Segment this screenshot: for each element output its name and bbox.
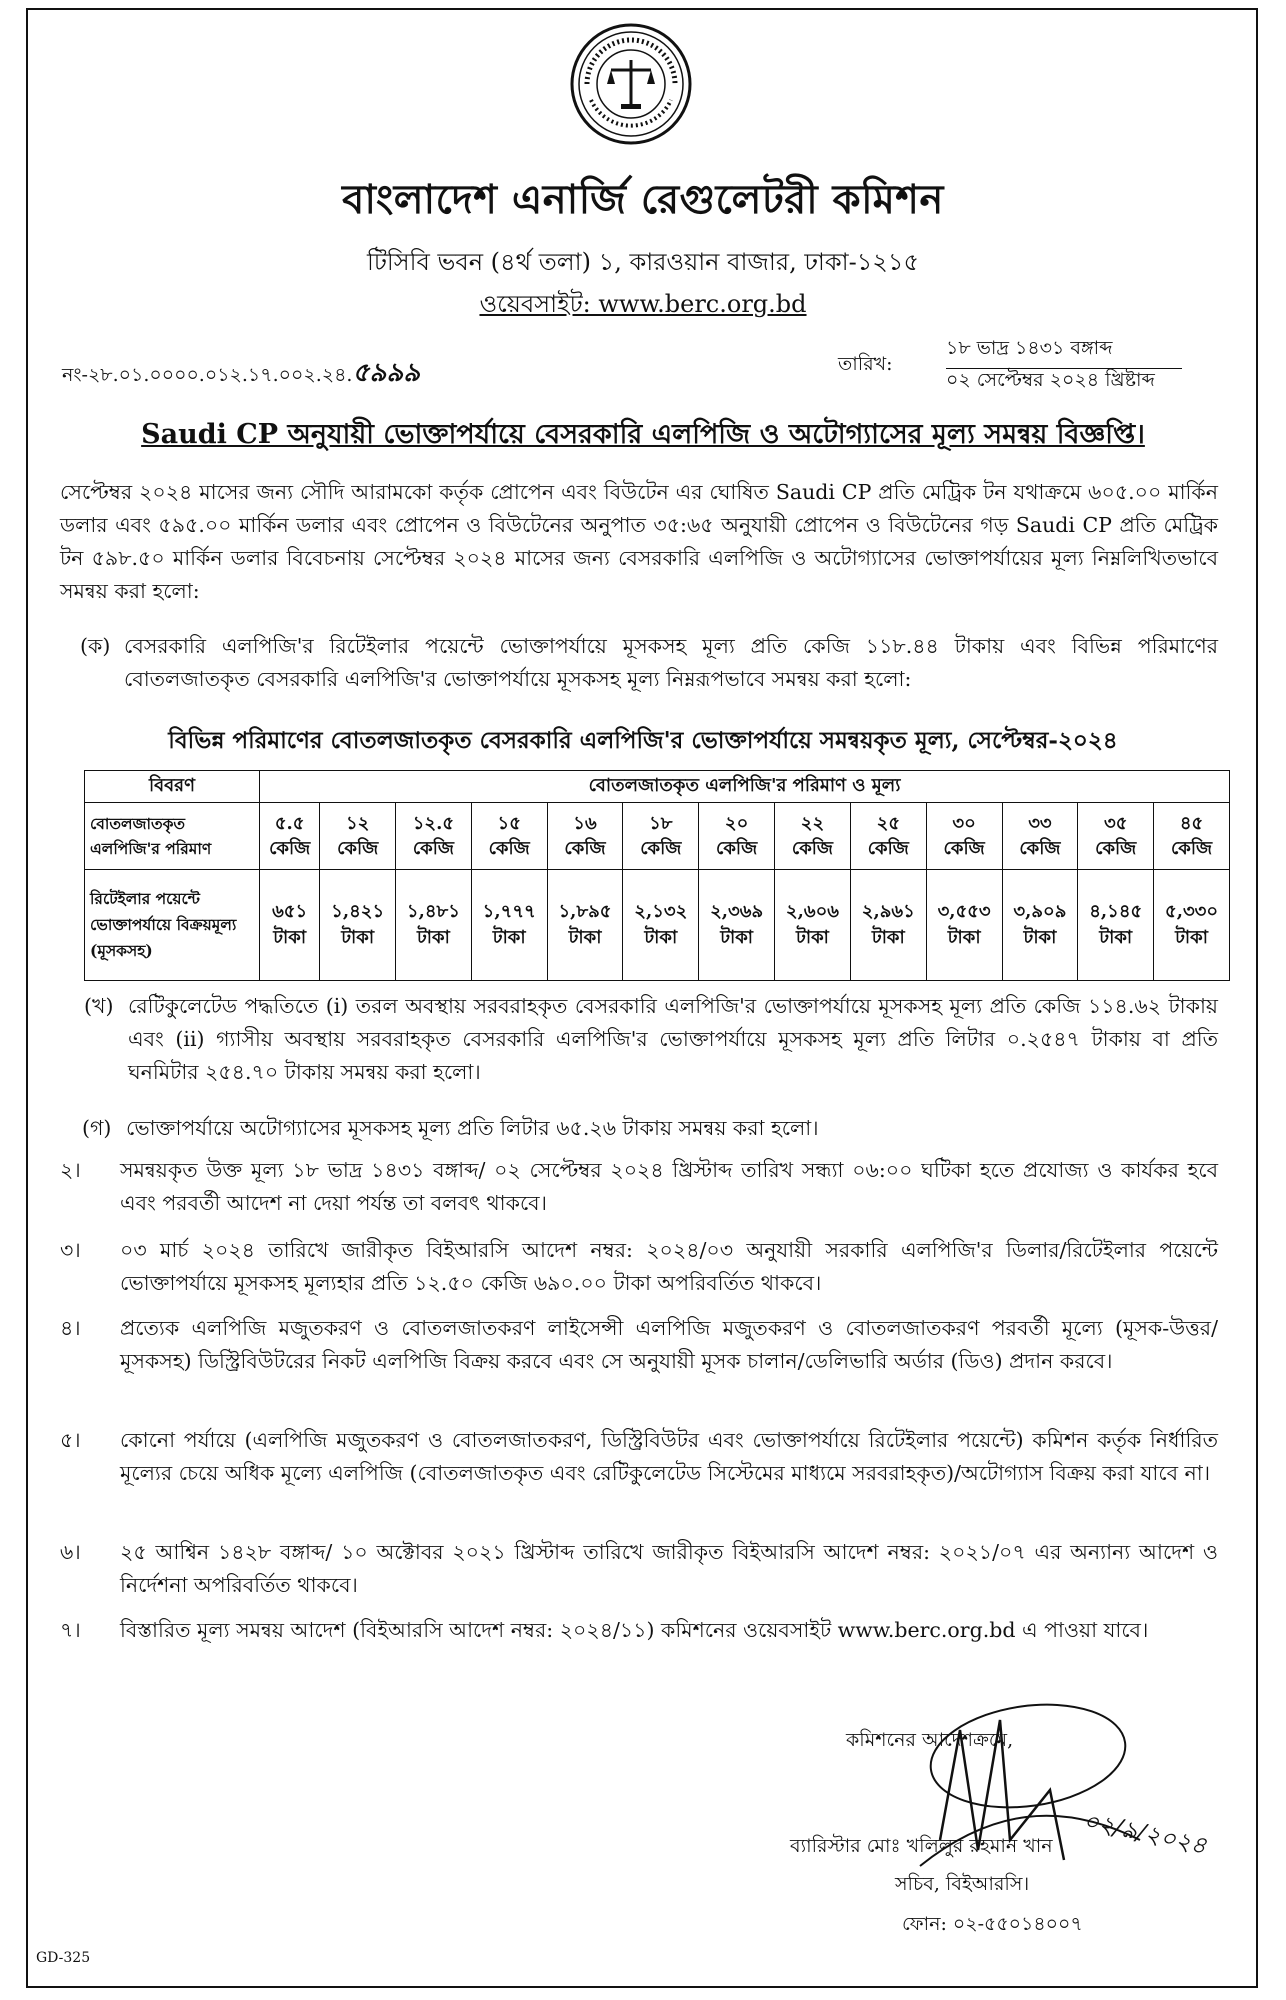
price-cell: [1078, 870, 1154, 981]
size-cell: [1002, 803, 1078, 870]
size-unit: কেজি: [412, 838, 454, 859]
price-cell: [320, 870, 396, 981]
notice-headline: Saudi CP অনুযায়ী ভোক্তাপর্যায়ে বেসরকারি এলপিজি ও অটোগ্যাসের মূল্য সমন্বয় বিজ্ঞপ্তি।: [141, 419, 1145, 450]
by-order-text: কমিশনের আদেশক্রমে,: [846, 1729, 1014, 1751]
organization-website[interactable]: ওয়েবসাইট: www.berc.org.bd: [479, 290, 807, 318]
price-cell: [547, 870, 623, 981]
price-unit: টাকা: [492, 927, 526, 948]
size-cell: [775, 803, 851, 870]
size-cell: [850, 803, 926, 870]
size-unit: কেজি: [564, 838, 606, 859]
point-7-mark: ৭।: [60, 1618, 81, 1642]
price-cell: [699, 870, 775, 981]
memo-serial: ৫৯৯৯: [352, 358, 420, 388]
point-5-mark: ৫।: [60, 1428, 81, 1452]
point-2-text: সমন্বয়কৃত উক্ত মূল্য ১৮ ভাদ্র ১৪৩১ বঙ্গাব্দ/ ০২ সেপ্টেম্বর ২০২৪ খ্রিস্টাব্দ তারিখ সন্ধ্যা ০৬:০০ ঘটিকা হতে প্রযোজ্য ও কার্যকর হবে এবং পরবর্তী আদেশ না দেয়া পর্যন্ত তা বলবৎ থাকবে।: [120, 1158, 1218, 1215]
size-cell: [1154, 803, 1230, 870]
size-value: ১২: [345, 813, 370, 834]
price-table-title: বিভিন্ন পরিমাণের বোতলজাতকৃত বেসরকারি এলপিজি'র ভোক্তাপর্যায়ে সমন্বয়কৃত মূল্য, সেপ্টেম্বর-২০২৪: [168, 727, 1118, 754]
size-unit: কেজি: [1170, 838, 1213, 859]
point-3: [60, 1234, 1218, 1300]
size-value: ৪৫: [1179, 813, 1204, 834]
size-value: ২৫: [876, 813, 900, 834]
point-2-mark: ২।: [60, 1158, 81, 1182]
price-value: ২,৩৬৯: [710, 901, 764, 922]
organization-name: বাংলাদেশ এনার্জি রেগুলেটরী কমিশন: [342, 176, 944, 223]
price-value: ৩,৫৫৩: [937, 901, 991, 922]
point-6-text: ২৫ আশ্বিন ১৪২৮ বঙ্গাব্দ/ ১০ অক্টোবর ২০২১ খ্রিস্টাব্দ তারিখে জারীকৃত বিইআরসি আদেশ নম্বর: ২০২১/০৭ এর অন্যান্য আদেশ ও নির্দেশনা অপরিবর্তিত থাকবে।: [120, 1540, 1218, 1597]
size-unit: কেজি: [716, 838, 758, 859]
price-value: ২,১৩২: [634, 901, 688, 922]
price-unit: টাকা: [720, 927, 754, 948]
price-unit: টাকা: [341, 927, 375, 948]
size-unit: কেজি: [1019, 838, 1061, 859]
price-cell: [1002, 870, 1078, 981]
size-value: ৩৩: [1028, 813, 1052, 834]
size-unit: কেজি: [488, 838, 530, 859]
point-4-text: প্রত্যেক এলপিজি মজুতকরণ ও বোতলজাতকরণ লাইসেন্সী এলপিজি মজুতকরণ ও বোতলজাতকরণ পরবর্তী মূল্যে (মূসক-উত্তর/মূসকসহ) ডিস্ট্রিবিউটরের নিকট এলপিজি বিক্রয় করবে এবং সে অনুযায়ী মূসক চালান/ডেলিভারি অর্ডার (ডিও) প্রদান করবে।: [120, 1316, 1218, 1373]
price-unit: টাকা: [568, 927, 602, 948]
price-unit: টাকা: [644, 927, 678, 948]
size-cell: [547, 803, 623, 870]
size-unit: কেজি: [1095, 838, 1137, 859]
date-label: তারিখ:: [838, 353, 893, 375]
item-ga: [60, 1112, 1218, 1146]
price-unit: টাকা: [1023, 927, 1057, 948]
memo-number-text: নং-২৮.০১.০০০০.০১২.১৭.০০২.২৪.: [62, 364, 353, 386]
size-cell: [471, 803, 547, 870]
price-unit: টাকা: [417, 927, 450, 948]
size-unit: কেজি: [867, 838, 909, 859]
size-cell: [699, 803, 775, 870]
price-cell: [775, 870, 851, 981]
price-value: ১,৮৯৫: [558, 901, 612, 922]
signer-title: সচিব, বিইআরসি।: [895, 1873, 1030, 1895]
item-kha-mark: (খ): [84, 994, 114, 1018]
organization-address: টিসিবি ভবন (৪র্থ তলা) ১, কারওয়ান বাজার, ঢাকা-১২১৫: [366, 248, 920, 276]
date-bangla: ১৮ ভাদ্র ১৪৩১ বঙ্গাব্দ: [946, 334, 1182, 369]
price-unit: টাকা: [1175, 927, 1208, 948]
price-value: ২,৬০৬: [785, 901, 840, 922]
size-value: ৫.৫: [274, 813, 305, 834]
item-ka-mark: (ক): [80, 634, 111, 658]
item-ga-mark: (গ): [82, 1116, 112, 1140]
form-code: GD-325: [36, 1950, 91, 1966]
point-6: [60, 1536, 1218, 1602]
price-cell: [926, 870, 1002, 981]
size-cell: [260, 803, 320, 870]
row-size-label: বোতলজাতকৃত এলপিজি'র পরিমাণ: [85, 803, 260, 870]
col-group-header: বোতলজাতকৃত এলপিজি'র পরিমাণ ও মূল্য: [260, 771, 1230, 803]
price-cell: [623, 870, 699, 981]
size-unit: কেজি: [337, 838, 379, 859]
size-unit: কেজি: [943, 838, 985, 859]
price-value: ১,৪২১: [331, 901, 385, 922]
point-4-mark: ৪।: [60, 1316, 81, 1340]
price-unit: টাকা: [273, 927, 307, 948]
item-ga-text: ভোক্তাপর্যায়ে অটোগ্যাসের মূসকসহ মূল্য প্রতি লিটার ৬৫.২৬ টাকায় সমন্বয় করা হলো।: [126, 1116, 819, 1140]
price-cell: [471, 870, 547, 981]
price-unit: টাকা: [796, 927, 829, 948]
size-value: ১৮: [649, 813, 673, 834]
point-5-text: কোনো পর্যায়ে (এলপিজি মজুতকরণ ও বোতলজাতকরণ, ডিস্ট্রিবিউটর এবং ভোক্তাপর্যায়ে রিটেইলার পয়েন্টে) কমিশন কর্তৃক নির্ধারিত মূল্যের চেয়ে অধিক মূল্যে এলপিজি (বোতলজাতকৃত এবং রেটিকুলেটেড সিস্টেমের মাধ্যমে সরবরাহকৃত)/অটোগ্যাস বিক্রয় করা যাবে না।: [120, 1428, 1218, 1485]
point-7: [60, 1614, 1218, 1680]
size-value: ৩০: [952, 813, 976, 834]
price-value: ৫,৩৩০: [1165, 901, 1219, 922]
price-value: ৪,১৪৫: [1089, 901, 1143, 922]
date-gregorian: ০২ সেপ্টেম্বর ২০২৪ খ্রিষ্টাব্দ: [946, 369, 1155, 391]
signer-phone: ফোন: ০২-৫৫০১৪০০৭: [902, 1913, 1083, 1935]
size-unit: কেজি: [791, 838, 834, 859]
price-value: ৬৫১: [272, 901, 308, 922]
point-7-text: বিস্তারিত মূল্য সমন্বয় আদেশ (বিইআরসি আদেশ নম্বর: ২০২৪/১১) কমিশনের ওয়েবসাইট www.berc.org.bd এ পাওয়া যাবে।: [120, 1618, 1149, 1642]
size-cell: [926, 803, 1002, 870]
col-description-header: বিবরণ: [85, 771, 260, 803]
item-ka-text: বেসরকারি এলপিজি'র রিটেইলার পয়েন্টে ভোক্তাপর্যায়ে মূসকসহ মূল্য প্রতি কেজি ১১৮.৪৪ টাকায় এবং বিভিন্ন পরিমাণের বোতলজাতকৃত বেসরকারি এলপিজি'র ভোক্তাপর্যায়ে মূসকসহ মূল্য নিম্নরূপভাবে সমন্বয় করা হলো:: [124, 634, 1218, 691]
price-cell: [396, 870, 472, 981]
intro-paragraph: সেপ্টেম্বর ২০২৪ মাসের জন্য সৌদি আরামকো কর্তৃক প্রোপেন এবং বিউটেন এর ঘোষিত Saudi CP প্রতি মেট্রিক টন যথাক্রমে ৬০৫.০০ মার্কিন ডলার এবং ৫৯৫.০০ মার্কিন ডলার এবং প্রোপেন ও বিউটেনের অনুপাত ৩৫:৬৫ অনুযায়ী প্রোপেন ও বিউটেনের গড় Saudi CP প্রতি মেট্রিক টন ৫৯৮.৫০ মার্কিন ডলার বিবেচনায় সেপ্টেম্বর ২০২৪ মাসের জন্য বেসরকারি এলপিজি ও অটোগ্যাসের ভোক্তাপর্যায়ের মূল্য নিম্নলিখিতভাবে সমন্বয় করা হলো:: [60, 480, 1218, 603]
size-value: ৩৫: [1104, 813, 1128, 834]
size-value: ১৬: [573, 813, 597, 834]
price-value: ২,৯৬১: [861, 901, 915, 922]
item-ka: [60, 630, 1218, 700]
price-value: ৩,৯০৯: [1013, 901, 1067, 922]
point-5: [60, 1424, 1218, 1524]
size-value: ২২: [800, 813, 825, 834]
price-value: ১,৪৮১: [406, 901, 460, 922]
size-cell: [396, 803, 472, 870]
price-value: ১,৭৭৭: [482, 901, 536, 922]
point-3-text: ০৩ মার্চ ২০২৪ তারিখে জারীকৃত বিইআরসি আদেশ নম্বর: ২০২৪/০৩ অনুযায়ী সরকারি এলপিজি'র ডিলার/রিটেইলার পয়েন্টে ভোক্তাপর্যায়ে মূসকসহ মূল্যহার প্রতি ১২.৫০ কেজি ৬৯০.০০ টাকা অপরিবর্তিত থাকবে।: [120, 1238, 1218, 1295]
row-price-label: রিটেইলার পয়েন্টে ভোক্তাপর্যায়ে বিক্রয়মূল্য (মূসকসহ): [85, 870, 260, 981]
price-cell: [850, 870, 926, 981]
price-table: [84, 770, 1230, 981]
size-cell: [1078, 803, 1154, 870]
size-unit: কেজি: [269, 838, 311, 859]
price-unit: টাকা: [871, 927, 905, 948]
berc-seal-logo: [569, 22, 693, 146]
size-value: ২০: [724, 813, 749, 834]
size-value: ১৫: [497, 813, 521, 834]
price-cell: [1154, 870, 1230, 981]
signature-date-handwriting: ০২/৯/২০২৪: [1080, 1806, 1210, 1860]
item-kha: [60, 990, 1218, 1090]
point-3-mark: ৩।: [60, 1238, 81, 1262]
item-kha-text: রেটিকুলেটেড পদ্ধতিতে (i) তরল অবস্থায় সরবরাহকৃত বেসরকারি এলপিজি'র ভোক্তাপর্যায়ে মূসকসহ মূল্য প্রতি কেজি ১১৪.৬২ টাকায় এবং (ii) গ্যাসীয় অবস্থায় সরবরাহকৃত বেসরকারি এলপিজি'র ভোক্তাপর্যায়ে মূসকসহ মূল্য প্রতি লিটার ০.২৫৪৭ টাকায় বা প্রতি ঘনমিটার ২৫৪.৭০ টাকায় সমন্বয় করা হলো।: [128, 994, 1218, 1084]
price-unit: টাকা: [947, 927, 981, 948]
signer-name: ব্যারিস্টার মোঃ খলিলুর রহমান খান: [790, 1835, 1053, 1857]
size-cell: [320, 803, 396, 870]
price-unit: টাকা: [1099, 927, 1133, 948]
point-6-mark: ৬।: [60, 1540, 81, 1564]
price-cell: [260, 870, 320, 981]
size-unit: কেজি: [640, 838, 682, 859]
point-2: [60, 1154, 1218, 1220]
memo-number: [62, 352, 420, 396]
size-value: ১২.৫: [412, 813, 455, 834]
point-4: [60, 1312, 1218, 1412]
size-cell: [623, 803, 699, 870]
